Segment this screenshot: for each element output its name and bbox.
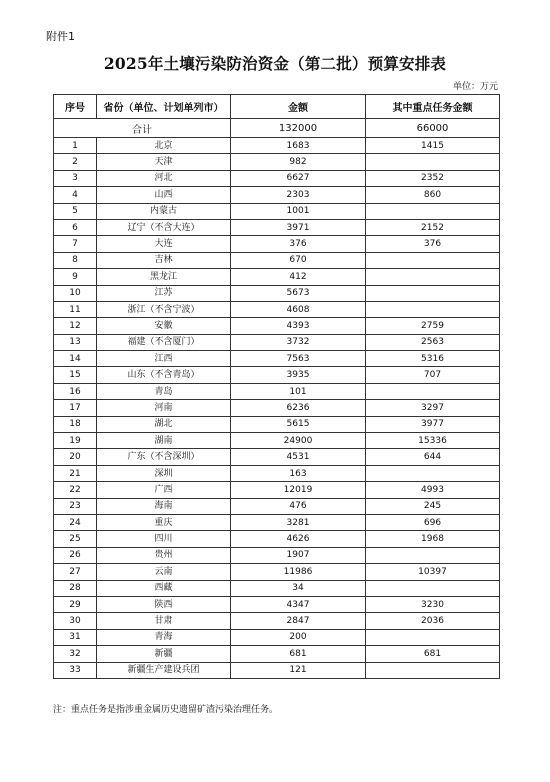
row-no: 15 xyxy=(54,367,97,383)
row-amount: 5673 xyxy=(231,285,366,301)
row-no: 24 xyxy=(54,514,97,530)
total-row xyxy=(54,119,500,138)
row-region: 浙江（不含宁波） xyxy=(97,301,231,317)
row-region: 山东（不含青岛） xyxy=(97,367,231,383)
row-amount: 2847 xyxy=(231,613,366,629)
table-row xyxy=(54,187,500,203)
table-row xyxy=(54,482,500,498)
row-region: 大连 xyxy=(97,236,231,252)
row-no: 11 xyxy=(54,301,97,317)
row-amount: 1907 xyxy=(231,547,366,563)
table-row xyxy=(54,433,500,449)
row-region: 天津 xyxy=(97,154,231,170)
row-key-amount: 707 xyxy=(366,367,500,383)
row-region: 河北 xyxy=(97,170,231,186)
row-no: 8 xyxy=(54,252,97,268)
row-amount: 4393 xyxy=(231,318,366,334)
row-region: 山西 xyxy=(97,187,231,203)
row-key-amount: 1968 xyxy=(366,531,500,547)
row-no: 2 xyxy=(54,154,97,170)
row-no: 16 xyxy=(54,383,97,399)
row-region: 青岛 xyxy=(97,383,231,399)
row-amount: 3281 xyxy=(231,514,366,530)
row-amount: 5615 xyxy=(231,416,366,432)
row-region: 重庆 xyxy=(97,514,231,530)
row-amount: 6236 xyxy=(231,400,366,416)
table-row xyxy=(54,285,500,301)
row-no: 3 xyxy=(54,170,97,186)
row-amount: 24900 xyxy=(231,433,366,449)
total-key-amount: 66000 xyxy=(366,119,500,138)
row-region: 深圳 xyxy=(97,465,231,481)
table-row xyxy=(54,564,500,580)
attachment-label: 附件1 xyxy=(46,30,75,43)
row-no: 14 xyxy=(54,351,97,367)
row-amount: 101 xyxy=(231,383,366,399)
row-key-amount xyxy=(366,269,500,285)
row-amount: 2303 xyxy=(231,187,366,203)
table-row xyxy=(54,203,500,219)
table-row xyxy=(54,252,500,268)
table-row xyxy=(54,498,500,514)
row-no: 29 xyxy=(54,596,97,612)
table-row xyxy=(54,547,500,563)
row-amount: 4608 xyxy=(231,301,366,317)
row-no: 17 xyxy=(54,400,97,416)
row-amount: 11986 xyxy=(231,564,366,580)
row-no: 33 xyxy=(54,662,97,678)
row-region: 安徽 xyxy=(97,318,231,334)
row-region: 北京 xyxy=(97,138,231,154)
table-row xyxy=(54,514,500,530)
row-region: 福建（不含厦门） xyxy=(97,334,231,350)
row-amount: 982 xyxy=(231,154,366,170)
row-key-amount: 3230 xyxy=(366,596,500,612)
row-key-amount: 5316 xyxy=(366,351,500,367)
table-row xyxy=(54,531,500,547)
row-region: 内蒙古 xyxy=(97,203,231,219)
row-amount: 412 xyxy=(231,269,366,285)
row-amount: 3971 xyxy=(231,219,366,235)
row-region: 云南 xyxy=(97,564,231,580)
table-row xyxy=(54,219,500,235)
table-row xyxy=(54,236,500,252)
row-key-amount xyxy=(366,629,500,645)
row-key-amount: 376 xyxy=(366,236,500,252)
row-key-amount: 681 xyxy=(366,646,500,662)
row-amount: 681 xyxy=(231,646,366,662)
row-key-amount xyxy=(366,662,500,678)
table-row xyxy=(54,400,500,416)
row-key-amount: 10397 xyxy=(366,564,500,580)
row-key-amount: 2563 xyxy=(366,334,500,350)
row-no: 25 xyxy=(54,531,97,547)
row-no: 9 xyxy=(54,269,97,285)
row-amount: 4626 xyxy=(231,531,366,547)
row-amount: 1001 xyxy=(231,203,366,219)
table-row xyxy=(54,334,500,350)
row-key-amount xyxy=(366,203,500,219)
row-no: 7 xyxy=(54,236,97,252)
row-amount: 1683 xyxy=(231,138,366,154)
row-region: 吉林 xyxy=(97,252,231,268)
row-no: 27 xyxy=(54,564,97,580)
table-row xyxy=(54,269,500,285)
row-region: 江苏 xyxy=(97,285,231,301)
row-key-amount: 2036 xyxy=(366,613,500,629)
table-row xyxy=(54,662,500,678)
row-no: 28 xyxy=(54,580,97,596)
row-amount: 4347 xyxy=(231,596,366,612)
row-key-amount xyxy=(366,154,500,170)
header-no: 序号 xyxy=(54,95,97,119)
row-key-amount: 3297 xyxy=(366,400,500,416)
row-region: 广东（不含深圳） xyxy=(97,449,231,465)
row-no: 22 xyxy=(54,482,97,498)
row-no: 10 xyxy=(54,285,97,301)
table-row xyxy=(54,449,500,465)
row-region: 陕西 xyxy=(97,596,231,612)
row-amount: 7563 xyxy=(231,351,366,367)
row-amount: 6627 xyxy=(231,170,366,186)
row-no: 19 xyxy=(54,433,97,449)
row-no: 30 xyxy=(54,613,97,629)
row-key-amount: 696 xyxy=(366,514,500,530)
row-amount: 4531 xyxy=(231,449,366,465)
row-amount: 376 xyxy=(231,236,366,252)
table-row xyxy=(54,416,500,432)
row-amount: 121 xyxy=(231,662,366,678)
row-no: 1 xyxy=(54,138,97,154)
page-title: 2025年土壤污染防治资金（第二批）预算安排表 xyxy=(103,54,447,73)
row-amount: 34 xyxy=(231,580,366,596)
row-region: 黑龙江 xyxy=(97,269,231,285)
row-key-amount: 860 xyxy=(366,187,500,203)
row-region: 河南 xyxy=(97,400,231,416)
row-key-amount: 15336 xyxy=(366,433,500,449)
row-no: 13 xyxy=(54,334,97,350)
table-row xyxy=(54,154,500,170)
row-region: 江西 xyxy=(97,351,231,367)
row-no: 6 xyxy=(54,219,97,235)
row-key-amount xyxy=(366,252,500,268)
header-key-amount: 其中重点任务金额 xyxy=(366,95,500,119)
row-key-amount xyxy=(366,383,500,399)
header-region: 省份（单位、计划单列市） xyxy=(97,95,231,119)
row-region: 甘肃 xyxy=(97,613,231,629)
row-key-amount: 3977 xyxy=(366,416,500,432)
row-no: 32 xyxy=(54,646,97,662)
row-region: 辽宁（不含大连） xyxy=(97,219,231,235)
table-row xyxy=(54,351,500,367)
row-key-amount: 2759 xyxy=(366,318,500,334)
unit-label: 单位：万元 xyxy=(452,82,498,92)
row-no: 23 xyxy=(54,498,97,514)
row-key-amount: 2352 xyxy=(366,170,500,186)
table-row xyxy=(54,596,500,612)
row-key-amount: 4993 xyxy=(366,482,500,498)
row-no: 4 xyxy=(54,187,97,203)
row-region: 湖南 xyxy=(97,433,231,449)
table-row xyxy=(54,629,500,645)
row-no: 18 xyxy=(54,416,97,432)
row-region: 湖北 xyxy=(97,416,231,432)
row-amount: 3935 xyxy=(231,367,366,383)
table-header-row xyxy=(54,95,500,119)
total-amount: 132000 xyxy=(231,119,366,138)
row-region: 新疆 xyxy=(97,646,231,662)
row-key-amount: 245 xyxy=(366,498,500,514)
table-row xyxy=(54,646,500,662)
row-amount: 200 xyxy=(231,629,366,645)
row-amount: 163 xyxy=(231,465,366,481)
row-no: 5 xyxy=(54,203,97,219)
table-row xyxy=(54,138,500,154)
row-key-amount xyxy=(366,580,500,596)
row-key-amount xyxy=(366,301,500,317)
row-no: 12 xyxy=(54,318,97,334)
row-key-amount: 644 xyxy=(366,449,500,465)
row-key-amount xyxy=(366,465,500,481)
row-key-amount: 1415 xyxy=(366,138,500,154)
row-region: 新疆生产建设兵团 xyxy=(97,662,231,678)
table-row xyxy=(54,367,500,383)
table-row xyxy=(54,170,500,186)
row-no: 21 xyxy=(54,465,97,481)
row-amount: 12019 xyxy=(231,482,366,498)
row-no: 31 xyxy=(54,629,97,645)
row-amount: 670 xyxy=(231,252,366,268)
row-key-amount xyxy=(366,285,500,301)
row-region: 西藏 xyxy=(97,580,231,596)
row-amount: 476 xyxy=(231,498,366,514)
row-no: 26 xyxy=(54,547,97,563)
table-row xyxy=(54,580,500,596)
row-key-amount xyxy=(366,547,500,563)
total-label: 合计 xyxy=(54,119,231,138)
table-row xyxy=(54,318,500,334)
row-amount: 3732 xyxy=(231,334,366,350)
row-region: 青海 xyxy=(97,629,231,645)
row-no: 20 xyxy=(54,449,97,465)
table-row xyxy=(54,613,500,629)
row-region: 海南 xyxy=(97,498,231,514)
header-amount: 金额 xyxy=(231,95,366,119)
table-row xyxy=(54,465,500,481)
table-row xyxy=(54,383,500,399)
table-row xyxy=(54,301,500,317)
budget-table xyxy=(53,94,500,679)
row-region: 贵州 xyxy=(97,547,231,563)
row-region: 广西 xyxy=(97,482,231,498)
footnote: 注：重点任务是指涉重金属历史遗留矿渣污染治理任务。 xyxy=(53,705,279,715)
row-key-amount: 2152 xyxy=(366,219,500,235)
row-region: 四川 xyxy=(97,531,231,547)
